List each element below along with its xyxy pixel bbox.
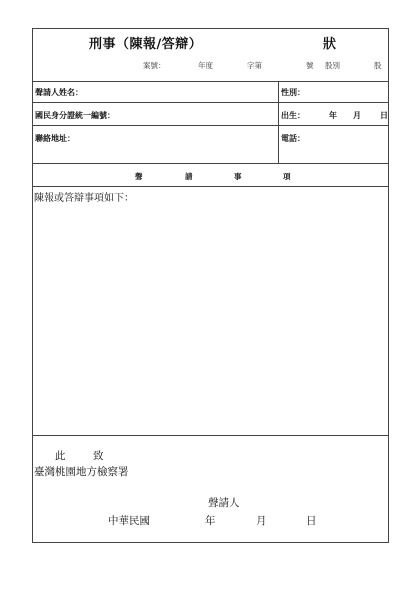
row-divider (33, 435, 388, 436)
birth-label: 出生： (281, 110, 305, 120)
division-unit-label: 股 (374, 61, 382, 70)
case-word-label: 字第 (247, 61, 262, 70)
date-prefix: 中華民國 (108, 515, 150, 527)
row-divider (33, 102, 388, 103)
form-title: 刑事（陳報/答辯） (89, 37, 203, 52)
section-heading-char: 項 (283, 172, 291, 181)
applicant-name-label: 聲請人姓名： (35, 87, 83, 97)
case-number-label: 案號： (143, 61, 166, 70)
row-divider (33, 186, 388, 187)
section-heading-char: 請 (185, 172, 193, 181)
row-divider (33, 125, 388, 126)
column-divider (278, 81, 279, 163)
case-number-suffix: 號 (306, 61, 314, 70)
birth-day-label: 日 (380, 110, 388, 120)
id-number-label: 國民身分證統一編號： (35, 110, 115, 120)
signer-label: 聲請人 (208, 497, 240, 509)
date-month-label: 月 (256, 515, 267, 527)
address-label: 聯絡地址： (35, 133, 75, 143)
recipient-name: 臺灣桃園地方檢察署 (34, 466, 129, 478)
statement-intro: 陳報或答辯事項如下： (34, 193, 134, 204)
date-year-label: 年 (205, 515, 216, 527)
birth-year-label: 年 (329, 110, 337, 120)
gender-label: 性別： (281, 87, 305, 97)
form-title-suffix: 狀 (323, 37, 337, 52)
date-day-label: 日 (306, 515, 317, 527)
case-year-label: 年度 (198, 61, 213, 70)
closing-word: 致 (93, 450, 104, 462)
row-divider (33, 163, 388, 164)
petition-form (32, 28, 389, 543)
birth-month-label: 月 (353, 110, 361, 120)
closing-word: 此 (55, 450, 66, 462)
section-heading-char: 事 (234, 172, 242, 181)
row-divider (33, 81, 388, 82)
section-heading-char: 聲 (135, 172, 143, 181)
phone-label: 電話： (281, 133, 305, 143)
division-label: 股別 (325, 61, 340, 70)
